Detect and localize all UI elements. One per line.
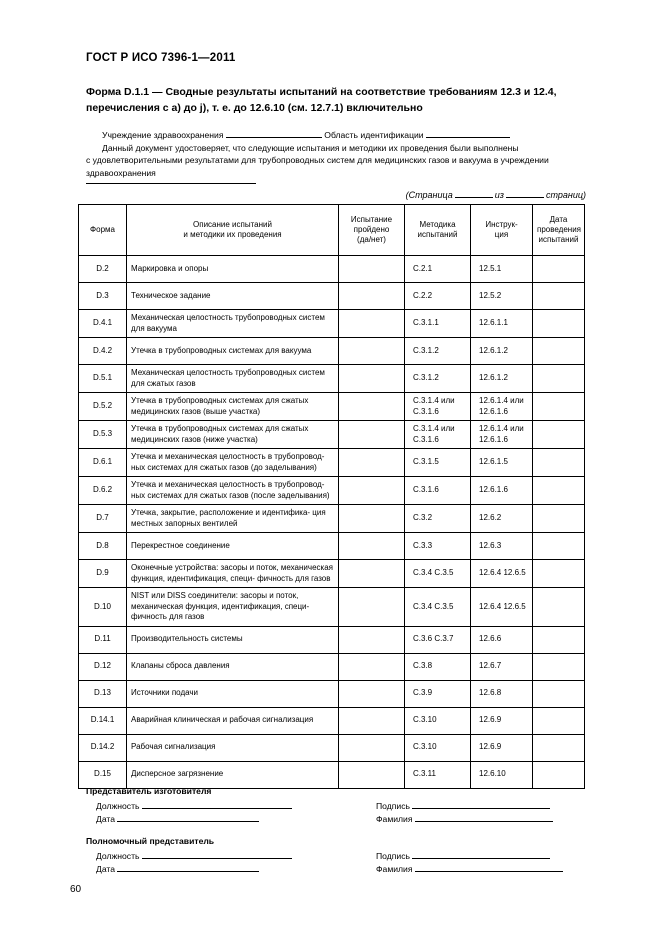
authorized-rep-row-date bbox=[86, 862, 586, 875]
table-row bbox=[79, 626, 585, 653]
table-header-row bbox=[79, 205, 585, 256]
form-title bbox=[86, 84, 586, 116]
cell-description: Перекрестное соединение bbox=[127, 533, 339, 560]
cell-method: С.3.11 bbox=[405, 761, 471, 788]
cell-description: Утечка и механическая целостность в трубопровод- ных системах для сжатых газов (до заделывания) bbox=[127, 449, 339, 477]
cell-passed[interactable] bbox=[339, 626, 405, 653]
cell-passed[interactable] bbox=[339, 256, 405, 283]
cell-form: D.14.2 bbox=[79, 734, 127, 761]
page-of-label bbox=[406, 188, 586, 200]
manufacturer-rep-surname-label: Фамилия bbox=[376, 814, 413, 824]
cell-date[interactable] bbox=[533, 393, 585, 421]
cell-date[interactable] bbox=[533, 283, 585, 310]
cell-instruction: 12.6.6 bbox=[471, 626, 533, 653]
table-row bbox=[79, 365, 585, 393]
cell-method: С.3.1.5 bbox=[405, 449, 471, 477]
cell-method: С.3.3 bbox=[405, 533, 471, 560]
cell-instruction: 12.6.1.2 bbox=[471, 338, 533, 365]
cell-date[interactable] bbox=[533, 680, 585, 707]
cell-description: Дисперсное загрязнение bbox=[127, 761, 339, 788]
authorized-rep-surname-label: Фамилия bbox=[376, 864, 413, 874]
cell-passed[interactable] bbox=[339, 761, 405, 788]
cell-form: D.10 bbox=[79, 588, 127, 627]
manufacturer-rep-row-position bbox=[86, 799, 586, 812]
cell-date[interactable] bbox=[533, 734, 585, 761]
authorized-rep-signature-label: Подпись bbox=[376, 851, 411, 861]
col-header-instruction-l1: Инструк- bbox=[485, 220, 518, 229]
cell-form: D.5.1 bbox=[79, 365, 127, 393]
cell-date[interactable] bbox=[533, 310, 585, 338]
cell-passed[interactable] bbox=[339, 707, 405, 734]
cell-form: D.13 bbox=[79, 680, 127, 707]
manufacturer-rep-position bbox=[96, 799, 292, 813]
table-row bbox=[79, 421, 585, 449]
cell-method: С.2.2 bbox=[405, 283, 471, 310]
cell-method: С.3.1.6 bbox=[405, 477, 471, 505]
manufacturer-rep-title: Представитель изготовителя bbox=[86, 786, 212, 796]
cell-date[interactable] bbox=[533, 761, 585, 788]
cell-form: D.9 bbox=[79, 560, 127, 588]
cell-instruction: 12.6.1.5 bbox=[471, 449, 533, 477]
intro-line4: здравоохранения bbox=[86, 167, 156, 178]
cell-form: D.12 bbox=[79, 653, 127, 680]
cell-form: D.4.1 bbox=[79, 310, 127, 338]
cell-passed[interactable] bbox=[339, 533, 405, 560]
col-header-description bbox=[127, 205, 339, 256]
cell-date[interactable] bbox=[533, 256, 585, 283]
cell-passed[interactable] bbox=[339, 653, 405, 680]
cell-passed[interactable] bbox=[339, 421, 405, 449]
cell-description: Аварийная клиническая и рабочая сигнализация bbox=[127, 707, 339, 734]
cell-method: С.3.1.4 или С.3.1.6 bbox=[405, 421, 471, 449]
cell-description: NIST или DISS соединители: засоры и поток, механическая функция, идентификация, специ- фичность для газов bbox=[127, 588, 339, 627]
authorized-rep-signature-blank bbox=[412, 849, 550, 859]
cell-date[interactable] bbox=[533, 707, 585, 734]
table-row bbox=[79, 310, 585, 338]
intro-signature-rule bbox=[86, 182, 256, 184]
cell-passed[interactable] bbox=[339, 310, 405, 338]
cell-date[interactable] bbox=[533, 421, 585, 449]
form-title-line1: Форма D.1.1 — Сводные результаты испытаний на соответствие требованиям 12.3 и 12.4, bbox=[86, 86, 557, 98]
authorized-rep-date-label: Дата bbox=[96, 864, 116, 874]
cell-description: Утечка, закрытие, расположение и идентифика- ция местных запорных вентилей bbox=[127, 505, 339, 533]
manufacturer-rep-signature bbox=[376, 799, 550, 813]
cell-instruction: 12.6.1.6 bbox=[471, 477, 533, 505]
cell-form: D.2 bbox=[79, 256, 127, 283]
table-row bbox=[79, 256, 585, 283]
cell-instruction: 12.5.2 bbox=[471, 283, 533, 310]
authorized-rep-date bbox=[96, 862, 259, 876]
cell-form: D.6.2 bbox=[79, 477, 127, 505]
manufacturer-rep-surname-blank bbox=[415, 812, 553, 822]
authorized-rep-date-blank bbox=[117, 862, 259, 872]
table-row bbox=[79, 653, 585, 680]
cell-form: D.7 bbox=[79, 505, 127, 533]
cell-instruction: 12.6.8 bbox=[471, 680, 533, 707]
cell-instruction: 12.6.1.2 bbox=[471, 365, 533, 393]
table-row bbox=[79, 283, 585, 310]
cell-instruction: 12.6.10 bbox=[471, 761, 533, 788]
cell-passed[interactable] bbox=[339, 365, 405, 393]
page-of-suffix: страниц) bbox=[545, 190, 586, 200]
cell-passed[interactable] bbox=[339, 393, 405, 421]
cell-form: D.6.1 bbox=[79, 449, 127, 477]
table-row bbox=[79, 449, 585, 477]
manufacturer-rep-row-date bbox=[86, 812, 586, 825]
table-row bbox=[79, 560, 585, 588]
manufacturer-rep-position-blank bbox=[142, 799, 292, 809]
cell-description: Рабочая сигнализация bbox=[127, 734, 339, 761]
authorized-rep-title: Полномочный представитель bbox=[86, 836, 215, 846]
table-row bbox=[79, 588, 585, 627]
manufacturer-rep-signature-label: Подпись bbox=[376, 801, 411, 811]
cell-method: С.3.1.2 bbox=[405, 365, 471, 393]
col-header-instruction bbox=[471, 205, 533, 256]
cell-form: D.4.2 bbox=[79, 338, 127, 365]
cell-date[interactable] bbox=[533, 588, 585, 627]
cell-instruction: 12.6.1.1 bbox=[471, 310, 533, 338]
table-row bbox=[79, 393, 585, 421]
cell-instruction: 12.6.4 12.6.5 bbox=[471, 560, 533, 588]
cell-date[interactable] bbox=[533, 653, 585, 680]
table-row bbox=[79, 707, 585, 734]
cell-date[interactable] bbox=[533, 365, 585, 393]
cell-form: D.15 bbox=[79, 761, 127, 788]
intro-line3: с удовлетворительными результатами для трубопроводных систем для медицинских газов и вакуума в учреждении bbox=[86, 155, 549, 165]
cell-passed[interactable] bbox=[339, 560, 405, 588]
intro-identification-label: Область идентификации bbox=[324, 130, 424, 140]
cell-instruction: 12.6.9 bbox=[471, 707, 533, 734]
col-header-passed bbox=[339, 205, 405, 256]
table-row bbox=[79, 680, 585, 707]
form-title-line2: перечисления с а) до j), т. е. до 12.6.10 (см. 12.7.1) включительно bbox=[86, 102, 423, 114]
manufacturer-rep-position-label: Должность bbox=[96, 801, 140, 811]
cell-date[interactable] bbox=[533, 505, 585, 533]
cell-method: С.3.8 bbox=[405, 653, 471, 680]
manufacturer-rep-signature-blank bbox=[412, 799, 550, 809]
cell-passed[interactable] bbox=[339, 680, 405, 707]
authorized-rep-row-position bbox=[86, 849, 586, 862]
intro-institution-blank bbox=[226, 128, 322, 138]
cell-description: Клапаны сброса давления bbox=[127, 653, 339, 680]
cell-instruction: 12.6.1.4 или 12.6.1.6 bbox=[471, 421, 533, 449]
intro-line1 bbox=[86, 128, 586, 142]
cell-description: Утечка и механическая целостность в трубопровод- ных системах для сжатых газов (после заделывания) bbox=[127, 477, 339, 505]
table-row bbox=[79, 761, 585, 788]
col-header-description-l2: и методики их проведения bbox=[183, 230, 282, 239]
authorized-rep-surname-blank bbox=[415, 862, 563, 872]
cell-date[interactable] bbox=[533, 338, 585, 365]
page-of-blank1 bbox=[455, 188, 493, 198]
cell-instruction: 12.5.1 bbox=[471, 256, 533, 283]
cell-date[interactable] bbox=[533, 626, 585, 653]
cell-form: D.8 bbox=[79, 533, 127, 560]
intro-line2: Данный документ удостоверяет, что следующие испытания и методики их проведения были выполнены bbox=[102, 142, 519, 153]
cell-description: Утечка в трубопроводных системах для вакуума bbox=[127, 338, 339, 365]
col-header-passed-l2: пройдено bbox=[353, 225, 390, 234]
authorized-rep-position bbox=[96, 849, 292, 863]
cell-method: С.3.1.1 bbox=[405, 310, 471, 338]
cell-date[interactable] bbox=[533, 477, 585, 505]
col-header-date-l2: проведения bbox=[537, 225, 581, 234]
col-header-date-l3: испытаний bbox=[538, 235, 579, 244]
col-header-date bbox=[533, 205, 585, 256]
authorized-rep-position-label: Должность bbox=[96, 851, 140, 861]
intro-institution-label: Учреждение здравоохранения bbox=[102, 130, 224, 140]
table-row bbox=[79, 477, 585, 505]
cell-date[interactable] bbox=[533, 533, 585, 560]
cell-passed[interactable] bbox=[339, 588, 405, 627]
cell-method: С.3.10 bbox=[405, 707, 471, 734]
col-header-description-l1: Описание испытаний bbox=[193, 220, 272, 229]
cell-passed[interactable] bbox=[339, 338, 405, 365]
cell-method: С.3.2 bbox=[405, 505, 471, 533]
col-header-method-l1: Методика bbox=[419, 220, 456, 229]
cell-description: Утечка в трубопроводных системах для сжатых медицинских газов (ниже участка) bbox=[127, 421, 339, 449]
authorized-rep-surname bbox=[376, 862, 563, 876]
cell-description: Источники подачи bbox=[127, 680, 339, 707]
col-header-method-l2: испытаний bbox=[417, 230, 458, 239]
test-summary-table bbox=[78, 204, 585, 789]
intro-paragraph bbox=[86, 128, 586, 179]
cell-instruction: 12.6.7 bbox=[471, 653, 533, 680]
intro-identification-blank bbox=[426, 128, 510, 138]
cell-instruction: 12.6.9 bbox=[471, 734, 533, 761]
page-of-blank2 bbox=[506, 188, 544, 198]
cell-date[interactable] bbox=[533, 560, 585, 588]
cell-passed[interactable] bbox=[339, 449, 405, 477]
page-of-middle: из bbox=[494, 190, 504, 200]
cell-passed[interactable] bbox=[339, 734, 405, 761]
page-of-prefix: (Страница bbox=[405, 190, 453, 200]
col-header-passed-l3: (да/нет) bbox=[357, 235, 386, 244]
cell-instruction: 12.6.1.4 или 12.6.1.6 bbox=[471, 393, 533, 421]
cell-method: С.3.1.4 или С.3.1.6 bbox=[405, 393, 471, 421]
cell-method: С.3.6 С.3.7 bbox=[405, 626, 471, 653]
authorized-rep-signature bbox=[376, 849, 550, 863]
cell-method: С.3.4 С.3.5 bbox=[405, 588, 471, 627]
manufacturer-rep-date-blank bbox=[117, 812, 259, 822]
table-row bbox=[79, 734, 585, 761]
cell-form: D.3 bbox=[79, 283, 127, 310]
table-row bbox=[79, 338, 585, 365]
cell-description: Механическая целостность трубопроводных систем для вакуума bbox=[127, 310, 339, 338]
cell-method: С.3.4 С.3.5 bbox=[405, 560, 471, 588]
cell-form: D.5.3 bbox=[79, 421, 127, 449]
cell-method: С.2.1 bbox=[405, 256, 471, 283]
cell-date[interactable] bbox=[533, 449, 585, 477]
table-row bbox=[79, 533, 585, 560]
standard-header: ГОСТ Р ИСО 7396-1—2011 bbox=[86, 52, 236, 64]
cell-form: D.11 bbox=[79, 626, 127, 653]
cell-passed[interactable] bbox=[339, 505, 405, 533]
table-body bbox=[79, 256, 585, 789]
manufacturer-rep-date bbox=[96, 812, 259, 826]
cell-method: С.3.9 bbox=[405, 680, 471, 707]
cell-description: Оконечные устройства: засоры и поток, механическая функция, идентификация, специ- фичность для газов bbox=[127, 560, 339, 588]
cell-method: С.3.10 bbox=[405, 734, 471, 761]
cell-instruction: 12.6.3 bbox=[471, 533, 533, 560]
cell-form: D.14.1 bbox=[79, 707, 127, 734]
cell-passed[interactable] bbox=[339, 283, 405, 310]
cell-description: Утечка в трубопроводных системах для сжатых медицинских газов (выше участка) bbox=[127, 393, 339, 421]
cell-instruction: 12.6.4 12.6.5 bbox=[471, 588, 533, 627]
cell-passed[interactable] bbox=[339, 477, 405, 505]
cell-description: Техническое задание bbox=[127, 283, 339, 310]
col-header-date-l1: Дата bbox=[549, 215, 568, 224]
cell-instruction: 12.6.2 bbox=[471, 505, 533, 533]
cell-method: С.3.1.2 bbox=[405, 338, 471, 365]
cell-description: Производительность системы bbox=[127, 626, 339, 653]
manufacturer-rep-surname bbox=[376, 812, 553, 826]
col-header-method bbox=[405, 205, 471, 256]
col-header-form: Форма bbox=[79, 205, 127, 256]
authorized-rep-position-blank bbox=[142, 849, 292, 859]
cell-description: Маркировка и опоры bbox=[127, 256, 339, 283]
table-row bbox=[79, 505, 585, 533]
cell-form: D.5.2 bbox=[79, 393, 127, 421]
col-header-passed-l1: Испытание bbox=[350, 215, 393, 224]
manufacturer-rep-date-label: Дата bbox=[96, 814, 116, 824]
col-header-instruction-l2: ция bbox=[494, 230, 509, 239]
page-number: 60 bbox=[70, 884, 82, 895]
cell-description: Механическая целостность трубопроводных систем для сжатых газов bbox=[127, 365, 339, 393]
signature-footer bbox=[86, 785, 586, 875]
